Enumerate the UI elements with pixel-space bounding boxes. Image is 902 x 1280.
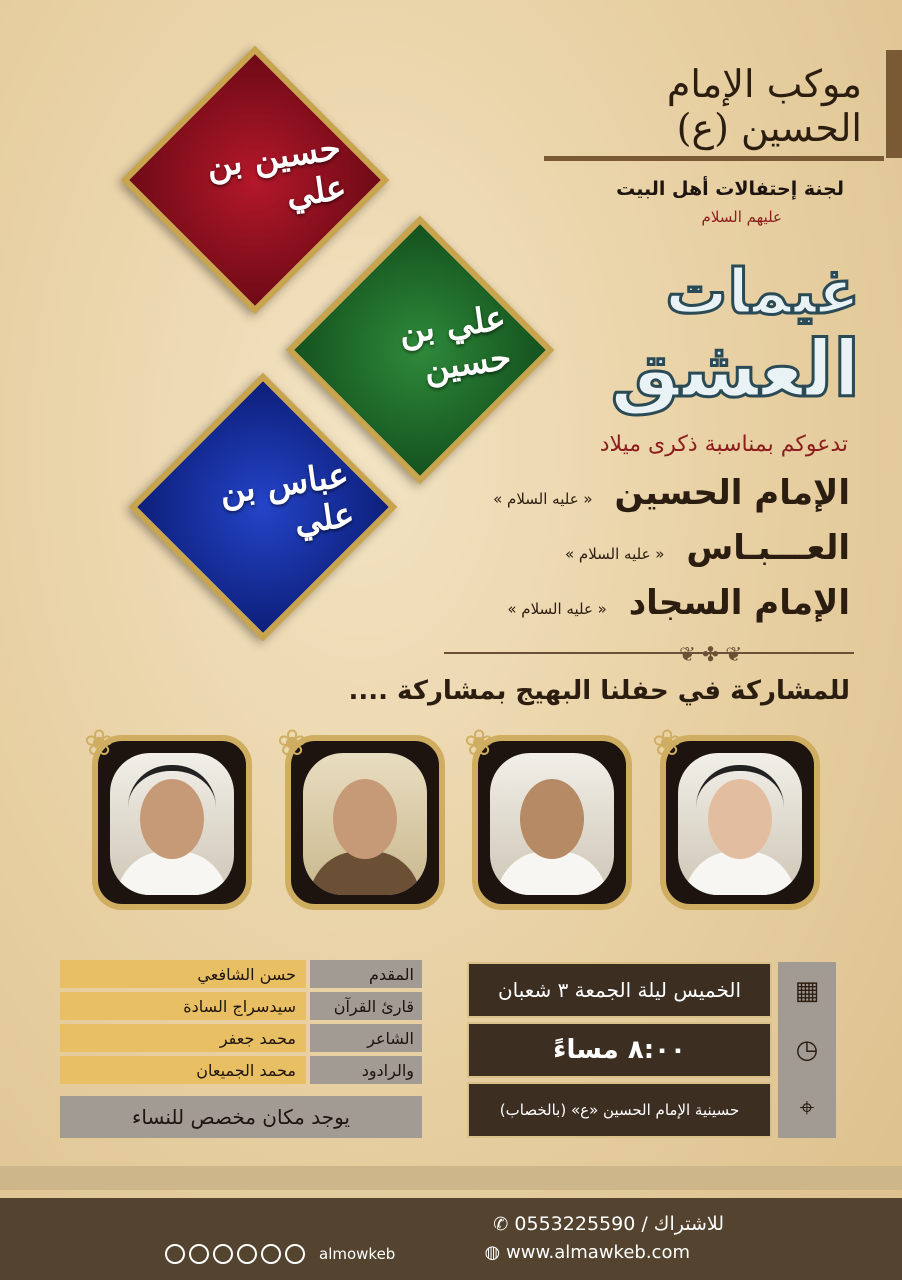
website-text: www.almawkeb.com — [506, 1242, 690, 1263]
social-links — [165, 1244, 395, 1264]
event-title-line2: العشق — [610, 325, 860, 415]
imam-name: الإمام الحسين — [614, 473, 850, 513]
event-date: الخميس ليلة الجمعة ٣ شعبان — [467, 962, 772, 1018]
event-title-line1: غيمات — [665, 255, 860, 328]
imam-line — [507, 583, 850, 623]
imam-peace: « عليه السلام » — [493, 490, 593, 508]
imam-line — [565, 528, 850, 568]
role-row — [60, 960, 422, 988]
imam-name: العـــبـاس — [686, 528, 850, 568]
globe-icon: ◍ — [484, 1242, 501, 1263]
snapchat-icon[interactable] — [261, 1244, 281, 1264]
imam-peace: « عليه السلام » — [564, 545, 665, 563]
footer — [0, 1198, 902, 1280]
subscribe-phone[interactable] — [493, 1213, 724, 1235]
whatsapp-icon: ✆ — [493, 1214, 509, 1235]
role-name: محمد الجميعان — [60, 1056, 306, 1084]
logo-underline — [544, 156, 884, 161]
divider-ornament-icon: ❦ ✤ ❦ — [679, 642, 742, 666]
subscribe-text: للاشتراك / 0553225590 — [514, 1213, 724, 1235]
role-name: سيدسراج السادة — [60, 992, 306, 1020]
committee-subtitle: عليهم السلام — [701, 208, 782, 226]
logo-accent-bar — [886, 50, 902, 158]
role-row — [60, 992, 422, 1020]
facebook-icon[interactable] — [165, 1244, 185, 1264]
roles-table — [60, 960, 422, 1088]
tile-hussein-ibn-ali — [121, 46, 390, 315]
participant-photo — [277, 723, 445, 910]
role-name: حسن الشافعي — [60, 960, 306, 988]
event-icons — [778, 962, 836, 1138]
telegram-icon[interactable] — [189, 1244, 209, 1264]
role-row — [60, 1024, 422, 1052]
imam-name: الإمام السجاد — [628, 583, 850, 623]
role-label: الشاعر — [310, 1024, 422, 1052]
role-label: والرادود — [310, 1056, 422, 1084]
ornament-icon: ❀ — [652, 723, 683, 764]
role-label: قارئ القرآن — [310, 992, 422, 1020]
participant-photo — [84, 723, 252, 910]
participant-photo — [652, 723, 820, 910]
event-time: ٨:٠٠ مساءً — [467, 1022, 772, 1078]
participant-photo — [464, 723, 632, 910]
tile-calligraphy: حسين بن علي — [204, 128, 349, 216]
ornament-icon: ❀ — [464, 723, 495, 764]
clock-icon: ◷ — [795, 1034, 819, 1065]
imam-peace: « عليه السلام » — [507, 600, 607, 618]
social-handle: almowkeb — [319, 1245, 396, 1263]
instagram-icon[interactable] — [285, 1244, 305, 1264]
role-label: المقدم — [310, 960, 422, 988]
role-row — [60, 1056, 422, 1084]
logo-text: موكب الإمام الحسين (ع) — [666, 62, 862, 150]
participate-text: للمشاركة في حفلنا البهيج بمشاركة .... — [348, 676, 850, 706]
ornament-icon: ❀ — [277, 723, 308, 764]
website-link[interactable] — [485, 1242, 690, 1263]
tile-calligraphy: عباس بن علي — [217, 455, 357, 543]
women-note: يوجد مكان مخصص للنساء — [60, 1096, 422, 1138]
location-pin-icon: ⌖ — [799, 1093, 815, 1124]
logo — [562, 60, 862, 152]
ornament-icon: ❀ — [84, 723, 115, 764]
invite-text: تدعوكم بمناسبة ذكرى ميلاد — [599, 432, 848, 457]
committee-name: لجنة إحتفالات أهل البيت — [616, 178, 844, 200]
footer-band — [0, 1166, 902, 1190]
calendar-icon: ▦ — [794, 976, 820, 1007]
divider — [444, 652, 854, 654]
imam-line — [493, 473, 850, 513]
event-location: حسينية الإمام الحسين «ع» (بالخصاب) — [467, 1082, 772, 1138]
twitter-icon[interactable] — [213, 1244, 233, 1264]
role-name: محمد جعفر — [60, 1024, 306, 1052]
tile-calligraphy: علي بن حسين — [396, 298, 514, 390]
youtube-icon[interactable] — [237, 1244, 257, 1264]
